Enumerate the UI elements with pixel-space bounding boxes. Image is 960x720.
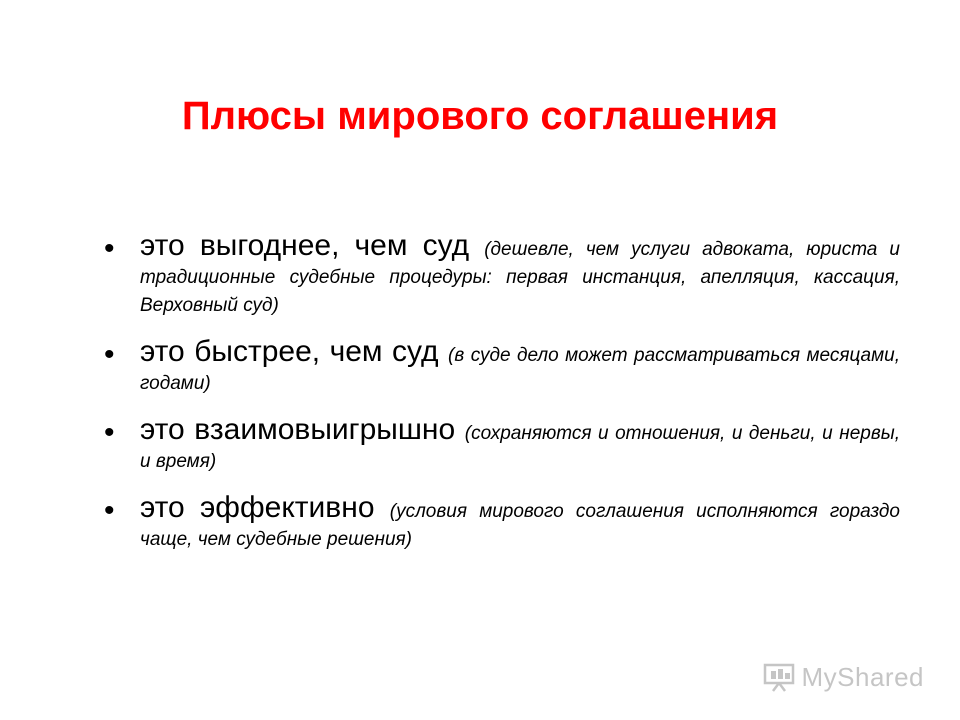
bullet-dot-icon: •	[104, 416, 115, 449]
bullet-note-text: (в суде дело может рассматриваться месяцами, годами)	[140, 345, 900, 394]
bullet-item	[100, 413, 900, 476]
bullet-item	[100, 229, 900, 320]
bullet-dot-icon: •	[104, 232, 115, 265]
bullet-item	[100, 491, 901, 554]
presentation-board-icon	[762, 662, 796, 692]
bullet-list	[100, 229, 901, 572]
bullet-note-text: (условия мирового соглашения исполняются гораздо чаще, чем судебные решения)	[140, 501, 901, 550]
bullet-item	[100, 335, 900, 398]
watermark-logo	[762, 662, 925, 692]
slide-title: Плюсы мирового соглашения	[181, 94, 779, 138]
bullet-note-text: (дешевле, чем услуги адвоката, юриста и традиционные судебные процедуры: первая инстанция, апелляция, кассация, Верховный суд)	[140, 239, 900, 316]
bullet-main-text: это взаимовыигрышно	[140, 413, 465, 446]
watermark-text: MyShared	[801, 661, 924, 692]
bullet-note-text: (сохраняются и отношения, и деньги, и нервы, и время)	[140, 423, 900, 472]
bullet-main-text: это быстрее, чем суд	[140, 335, 449, 368]
bullet-main-text: это выгоднее, чем суд	[140, 229, 485, 262]
bullet-main-text: это эффективно	[140, 491, 390, 524]
bullet-dot-icon: •	[104, 338, 115, 371]
bullet-dot-icon: •	[104, 494, 115, 527]
